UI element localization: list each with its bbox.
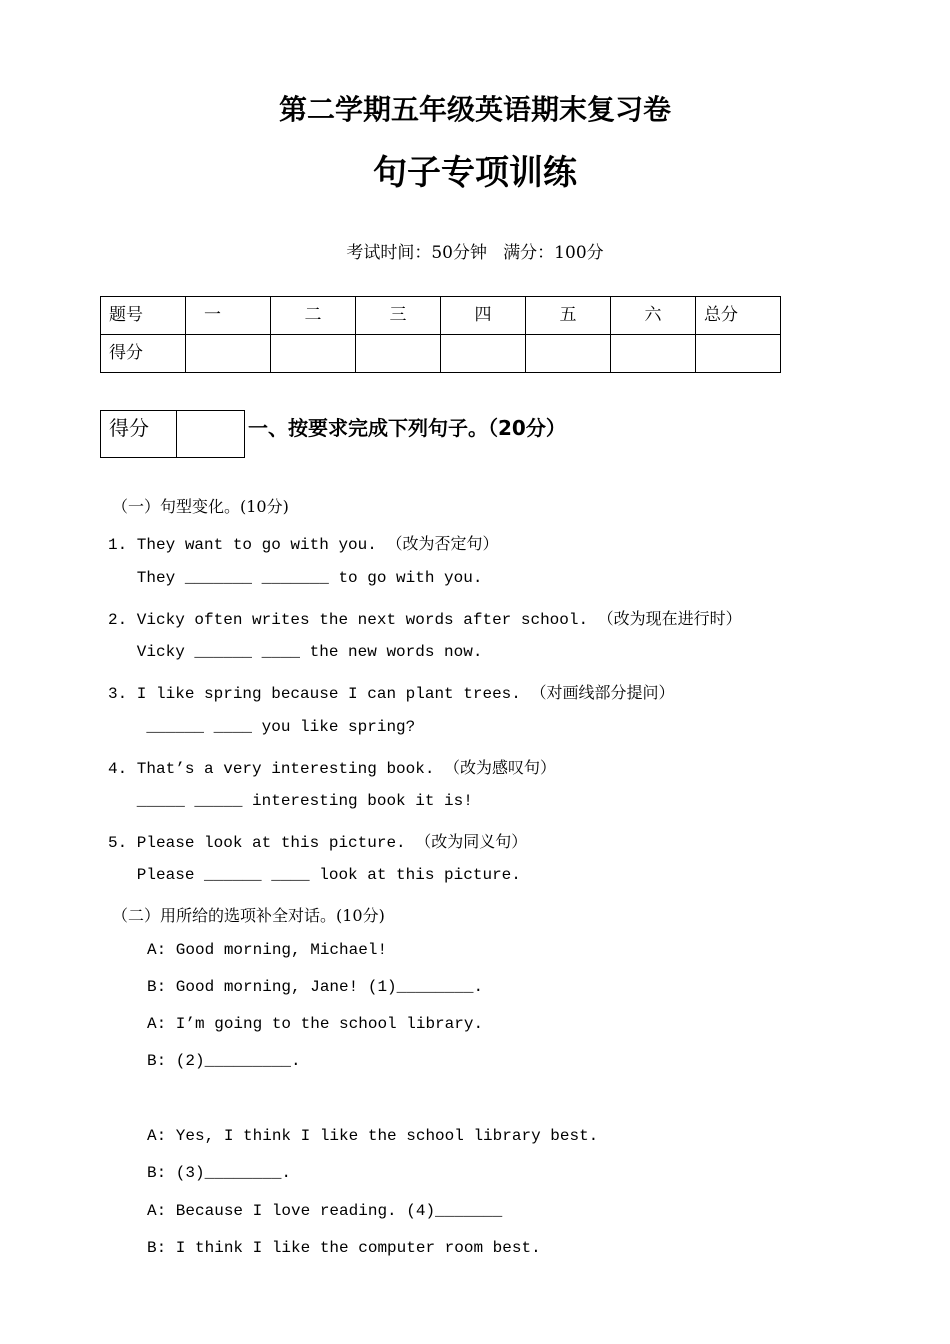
dialogue-line: A: Yes, I think I like the school library best. <box>147 1127 599 1145</box>
dialogue-line: B: I think I like the computer room best. <box>147 1239 541 1257</box>
question-2: 2. Vicky often writes the next words after school. （改为现在进行时） <box>108 611 742 629</box>
score-table-cell[interactable] <box>441 335 526 373</box>
dialogue-line: B: (2)_________. <box>147 1052 301 1070</box>
dialogue-line: B: Good morning, Jane! (1)________. <box>147 978 484 996</box>
answer-line-1: They _______ _______ to go with you. <box>108 569 483 587</box>
dialogue-line: A: Because I love reading. (4)_______ <box>147 1202 503 1220</box>
question-4: 4. That’s a very interesting book. （改为感叹句） <box>108 760 557 778</box>
score-table-cell[interactable] <box>696 335 781 373</box>
score-table-score-row <box>101 335 781 373</box>
part1-heading: （一）句型变化。(10分) <box>112 497 289 516</box>
dialogue-line: A: I’m going to the school library. <box>147 1015 484 1033</box>
document-subtitle: 句子专项训练 <box>373 153 577 193</box>
answer-line-2: Vicky ______ ____ the new words now. <box>108 643 483 661</box>
exam-info: 考试时间：50分钟 满分：100分 <box>346 243 604 263</box>
score-table-cell[interactable] <box>611 335 696 373</box>
score-table <box>100 296 781 373</box>
question-5: 5. Please look at this picture. （改为同义句） <box>108 834 528 852</box>
dialogue-line: A: Good morning, Michael! <box>147 941 388 959</box>
score-table-cell: 一 <box>186 297 271 335</box>
score-table-cell[interactable] <box>356 335 441 373</box>
score-table-cell: 得分 <box>101 335 186 373</box>
question-3: 3. I like spring because I can plant trees. （对画线部分提问） <box>108 685 675 703</box>
part2-heading: （二）用所给的选项补全对话。(10分) <box>112 906 385 925</box>
score-table-cell: 题号 <box>101 297 186 335</box>
answer-line-3: ______ ____ you like spring? <box>108 718 416 736</box>
score-table-cell[interactable] <box>186 335 271 373</box>
score-table-cell: 四 <box>441 297 526 335</box>
score-table-cell: 二 <box>271 297 356 335</box>
score-table-cell: 五 <box>526 297 611 335</box>
score-table-header-row <box>101 297 781 335</box>
score-table-cell: 六 <box>611 297 696 335</box>
section-score-box <box>100 410 245 458</box>
dialogue-line: B: (3)________. <box>147 1164 292 1182</box>
section-title: 一、按要求完成下列句子。（20分） <box>248 416 566 440</box>
score-table-cell[interactable] <box>271 335 356 373</box>
score-table-cell[interactable] <box>526 335 611 373</box>
score-table-cell: 三 <box>356 297 441 335</box>
answer-line-5: Please ______ ____ look at this picture. <box>108 866 521 884</box>
question-1: 1. They want to go with you. （改为否定句） <box>108 536 499 554</box>
document-title: 第二学期五年级英语期末复习卷 <box>278 93 671 126</box>
answer-line-4: _____ _____ interesting book it is! <box>108 792 473 810</box>
score-table-cell: 总分 <box>696 297 781 335</box>
section-score-cell[interactable] <box>177 411 245 458</box>
section-score-label: 得分 <box>101 411 177 458</box>
